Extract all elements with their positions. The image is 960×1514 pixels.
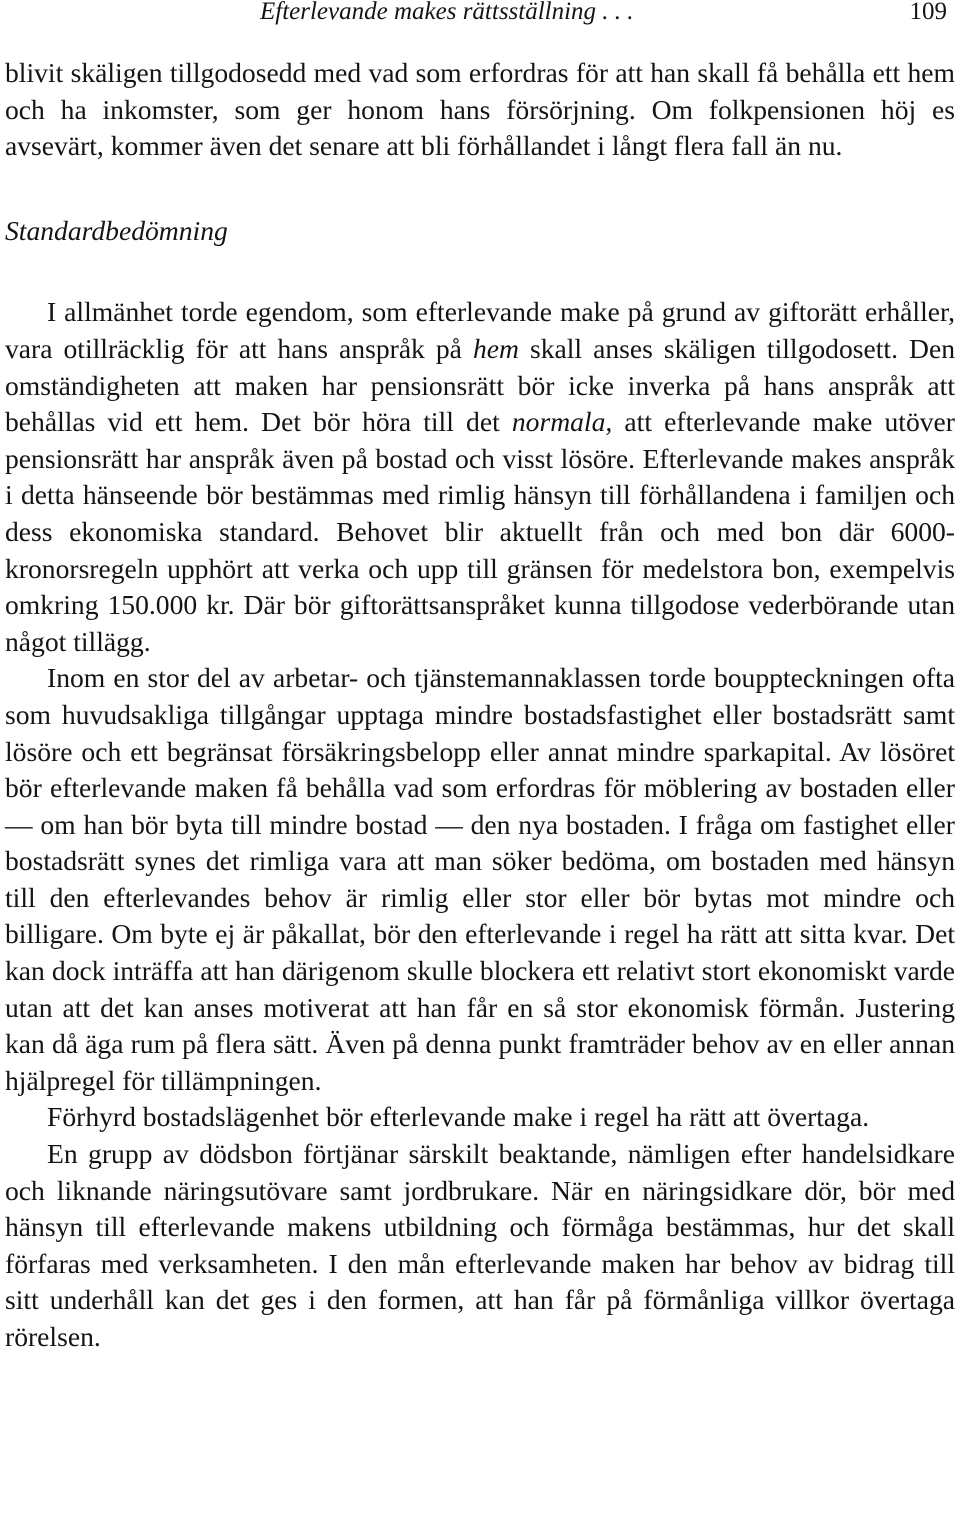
running-head (5, 0, 955, 30)
emphasis-hem: hem (472, 332, 519, 364)
running-title: Efterlevande makes rättsställning . . . (260, 0, 634, 25)
paragraph-standard-assessment (5, 294, 955, 660)
page-number: 109 (909, 0, 947, 25)
paragraph-text: I allmänhet torde egendom, som efterlevande make på grund av giftorätt erhåller, vara otillräcklig för att hans anspråk på (5, 296, 955, 364)
paragraph-rented-apartment: Förhyrd bostadslägenhet bör efterlevande make i regel ha rätt att övertaga. (47, 1101, 870, 1133)
section-heading: Standardbedömning (5, 214, 228, 246)
paragraph-working-class-estates: Inom en stor del av arbetar- och tjänstemannaklassen torde bouppteckningen ofta som huvudsakliga tillgångar upptaga mindre bostadsfastighet eller bostadsrätt samt lösöre och ett begränsat försäkringsbelopp eller annat mindre sparkapital. Av lösöret bör efterlevande maken få behålla vad som erfordras för möblering av bostaden eller — om han bör byta till mindre bostad — den nya bostaden. I fråga om fastighet eller bostadsrätt synes det rimliga vara att man söker bedöma, om bostaden med hänsyn till den efterlevandes behov är rimlig eller stor eller bör bytas mot mindre och billigare. Om byte ej är påkallat, bör den efterlevande i regel ha rätt att sitta kvar. Det kan dock inträffa att han därigenom skulle blockera ett relativt stort ekonomiskt varde utan att det kan anses motiverat att han får en så stor ekonomisk förmån. Justering kan då äga rum på flera sätt. Även på denna punkt framträder behov av en eller annan hjälpregel för tillämpningen. (5, 662, 955, 1096)
emphasis-normala: normala, (511, 406, 613, 438)
body-text (5, 55, 955, 1356)
paragraph-business-estates: En grupp av dödsbon förtjänar särskilt beaktande, nämligen efter handelsidkare och liknande näringsutövare samt jordbrukare. När en näringsidkare dör, bör med hänsyn till efterlevande makens utbildning och förmåga bestämmas, hur det skall förfaras med verksamheten. I den mån efterlevande maken har behov av bidrag till sitt underhåll kan det ges i den formen, att han får på förmånliga villkor övertaga rörelsen. (5, 1138, 955, 1352)
paragraph-text: att efterlevande make utöver pensionsrätt har anspråk även på bostad och visst lösöre. Efterlevande makes anspråk i detta hänseende bör bestämmas med rimlig hänsyn till förhållandena i familjen och dess ekonomiska standard. Behovet blir aktuellt från och med bon där 6000-kronorsregeln upphört att verka och upp till gränsen för medelstora bon, exempelvis omkring 150.000 kr. Där bör giftorättsanspråket kunna tillgodose vederbörande utan något tillägg. (5, 406, 955, 657)
paragraph-continuation: blivit skäligen tillgodosedd med vad som erfordras för att han skall få behålla ett hem och ha inkomster, som ger honom hans försörjning. Om folkpensionen höj es avsevärt, kommer även det senare att bli förhållandet i långt flera fall än nu. (5, 57, 955, 162)
paragraph-text: skall anses skäligen tillgodosett. Den omständigheten att maken har pensionsrätt bör icke inverka på hans anspråk att behållas vid ett hem. Det bör höra till det (5, 332, 955, 438)
